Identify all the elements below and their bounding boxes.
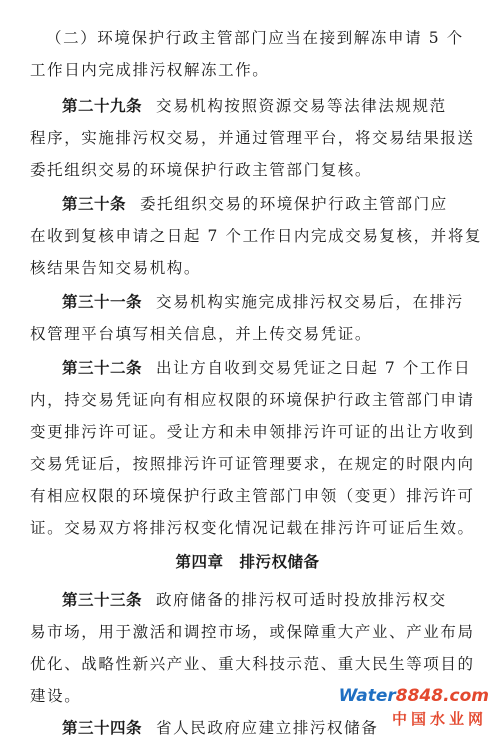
watermark-site-name: 中国水业网 xyxy=(391,710,487,728)
watermark-url xyxy=(339,686,489,706)
article-heading: 第三十条 xyxy=(62,195,127,213)
article-text: 出让方自收到交易凭证之日起 7 个工作日 xyxy=(156,359,472,377)
article-text: 交易机构实施完成排污权交易后，在排污 xyxy=(156,293,464,311)
article-30-first-line xyxy=(62,194,448,214)
paragraph-line: 变更排污许可证。受让方和未申领排污许可证的出让方收到 xyxy=(30,423,475,441)
paragraph-line: 建设。 xyxy=(30,687,82,705)
article-29-first-line xyxy=(62,96,447,116)
article-31-first-line xyxy=(62,292,464,312)
article-text: 省人民政府应建立排污权储备 xyxy=(156,719,379,737)
article-heading: 第二十九条 xyxy=(62,97,143,115)
paragraph-line: 有相应权限的环境保护行政主管部门申领（变更）排污许可 xyxy=(30,487,475,505)
paragraph-line: 交易凭证后，按照排污许可证管理要求，在规定的时限内向 xyxy=(30,455,475,473)
paragraph-line: 核结果告知交易机构。 xyxy=(30,259,202,277)
paragraph-line: 内，持交易凭证向有相应权限的环境保护行政主管部门申请 xyxy=(30,391,475,409)
chapter-title: 排污权储备 xyxy=(239,553,320,571)
article-text: 政府储备的排污权可适时投放排污权交 xyxy=(156,591,447,609)
article-34-first-line xyxy=(62,718,378,738)
paragraph-line: 权管理平台填写相关信息，并上传交易凭证。 xyxy=(30,325,373,343)
article-text: 委托组织交易的环境保护行政主管部门应 xyxy=(140,195,448,213)
article-heading: 第三十四条 xyxy=(62,719,143,737)
paragraph-line: 在收到复核申请之日起 7 个工作日内完成交易复核，并将复 xyxy=(30,227,483,245)
article-32-first-line xyxy=(62,358,471,378)
paragraph-line: （二）环境保护行政主管部门应当在接到解冻申请 5 个 xyxy=(46,29,464,47)
paragraph-line: 工作日内完成排污权解冻工作。 xyxy=(30,61,270,79)
chapter-heading xyxy=(0,552,495,572)
paragraph-line: 优化、战略性新兴产业、重大科技示范、重大民生等项目的 xyxy=(30,655,475,673)
paragraph-line: 委托组织交易的环境保护行政主管部门复核。 xyxy=(30,161,373,179)
article-heading: 第三十二条 xyxy=(62,359,143,377)
article-heading: 第三十三条 xyxy=(62,591,143,609)
watermark-url-domain: 8848.com xyxy=(395,686,489,706)
paragraph-line: 证。交易双方将排污权变化情况记载在排污许可证后生效。 xyxy=(30,519,475,537)
watermark-url-brand: Water xyxy=(338,686,396,706)
paragraph-line: 程序，实施排污权交易，并通过管理平台，将交易结果报送 xyxy=(30,129,475,147)
article-heading: 第三十一条 xyxy=(62,293,143,311)
article-33-first-line xyxy=(62,590,447,610)
paragraph-line: 易市场，用于激活和调控市场，或保障重大产业、产业布局 xyxy=(30,623,475,641)
site-watermark-logo xyxy=(338,686,489,730)
article-text: 交易机构按照资源交易等法律法规规范 xyxy=(156,97,447,115)
chapter-number: 第四章 xyxy=(175,553,224,571)
